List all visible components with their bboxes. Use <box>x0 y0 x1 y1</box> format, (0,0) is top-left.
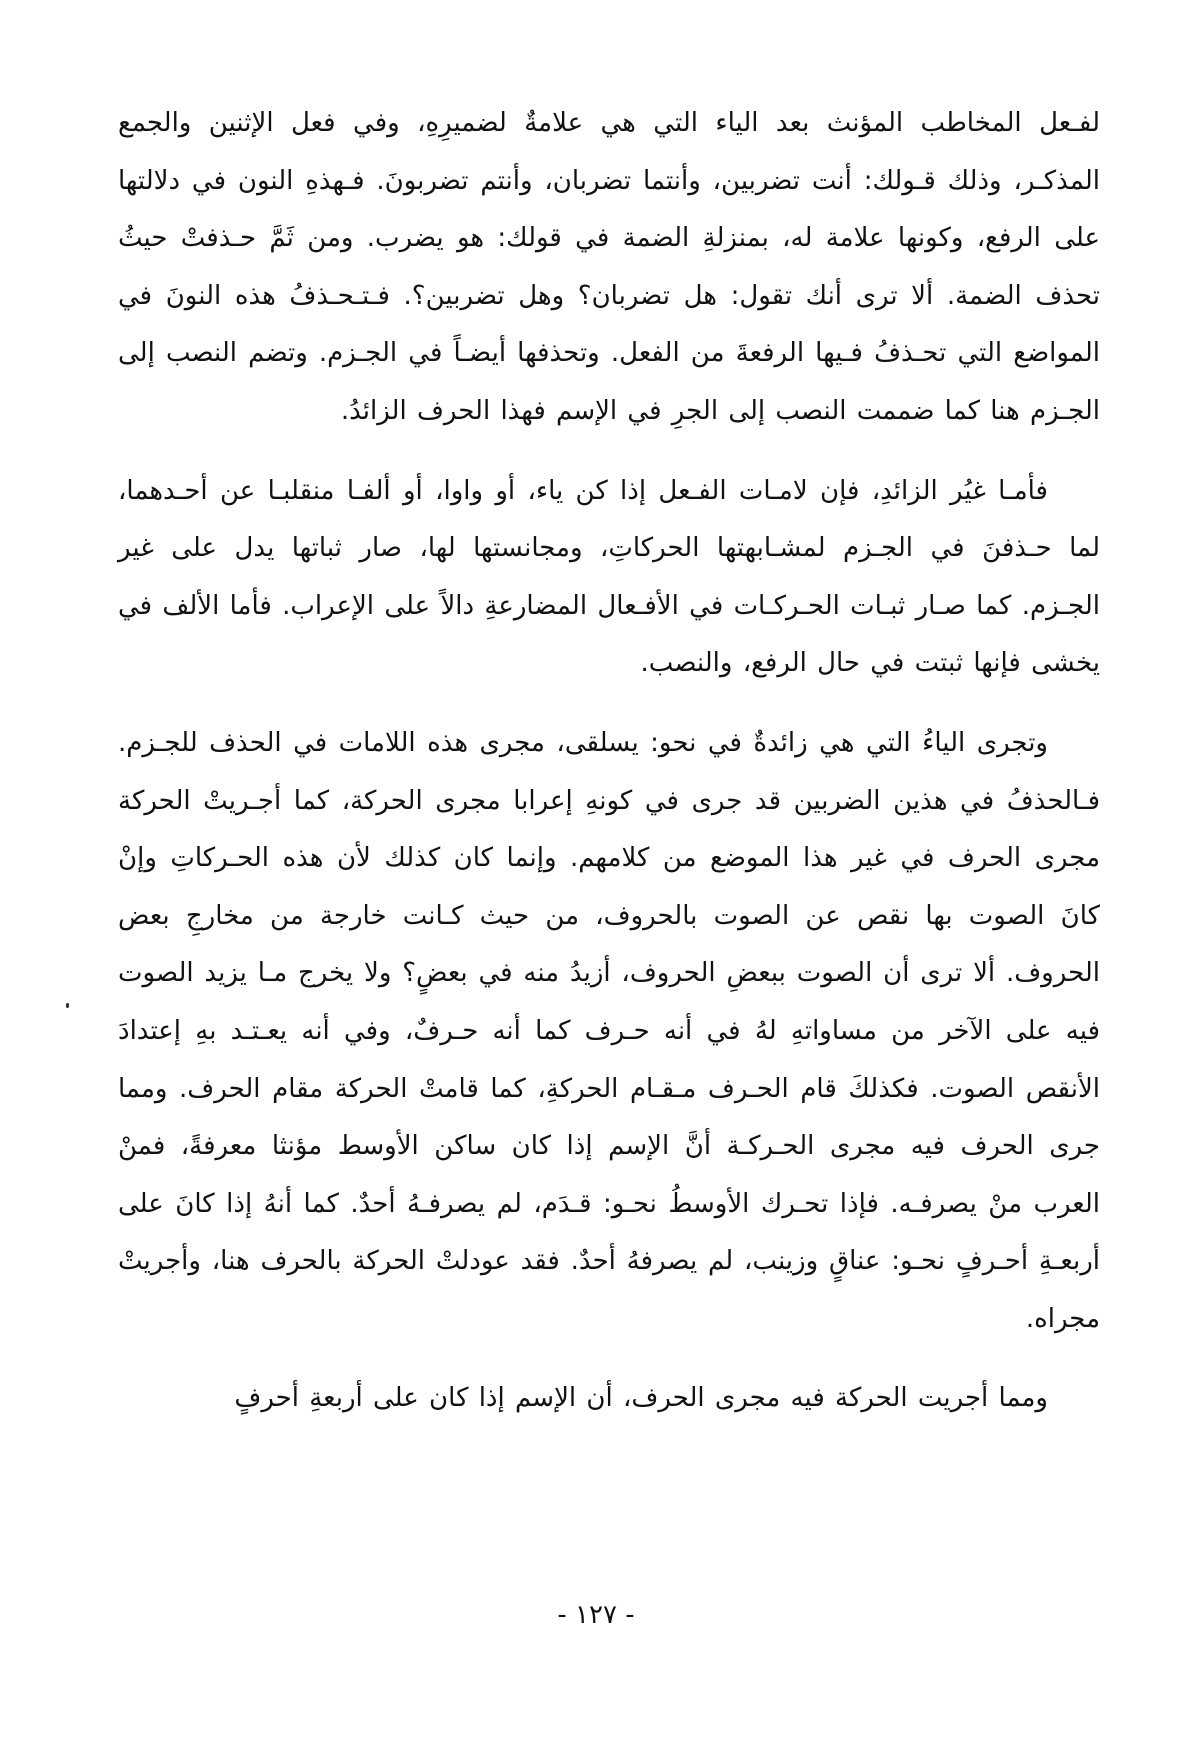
paragraph-1: لفـعل المخاطب المؤنث بعد الياء التي هي علامةٌ لضميرِهِ، وفي فعل الإثنين والجمع المذكـر، وذلك قـولك: أنت تضربين، وأنتما تضربان، وأنتم تضربونَ. فـهذهِ النون في دلالتها على الرفع، وكونها علامة له، بمنزلةِ الضمة في قولك: هو يضرب. ومن ثَمَّ حـذفتْ حيثُ تحذف الضمة. ألا ترى أنك تقول: هل تضربان؟ وهل تضربين؟. فـتـحـذفُ هذه النونَ في المواضع التي تحـذفُ فـيها الرفعةَ من الفعل. وتحذفها أيضـاً في الجـزم. وتضم النصب إلى الجـزم هنا كما ضممت النصب إلى الجرِ في الإسم فهذا الحرف الزائدُ. <box>118 108 1100 426</box>
page-number: - ١٢٧ - <box>557 1600 635 1630</box>
scan-speck <box>66 1003 69 1008</box>
paragraph-3: وتجرى الياءُ التي هي زائدةٌ في نحو: يسلقى، مجرى هذه اللامات في الحذف للجـزم. فـالحذفُ في هذين الضربين قد جرى في كونهِ إعرابا مجرى الحركة، كما أجـريتْ الحركة مجرى الحرف في غير هذا الموضع من كلامهم. وإنما كان كذلك لأن هذه الحـركاتِ وإنْ كانَ الصوت بها نقص عن الصوت بالحروف، من حيث كـانت خارجة من مخارجِ بعض الحروف. ألا ترى أن الصوت ببعضِ الحروف، أزيدُ منه في بعضٍ؟ ولا يخرج مـا يزيد الصوت فيه على الآخر من مساواتهِ لهُ في أنه حـرف كما أنه حـرفٌ، وفي أنه يعـتـد بهِ إعتدادَ الأنقص الصوت. فكذلكَ قام الحـرف مـقـام الحركةِ، كما قامتْ الحركة مقام الحرف. ومما جرى الحرف فيه مجرى الحـركـة أنَّ الإسم إذا كان ساكن الأوسط مؤنثا معرفةً، فمنْ العرب منْ يصرفـه. فإذا تحـرك الأوسطُ نحـو: قـدَم، لم يصرفـهُ أحدٌ. كما أنهُ إذا كانَ على أربعـةِ أحـرفٍ نحـو: عناقٍ وزينب، لم يصرفهُ أحدٌ. فقد عودلتْ الحركة بالحرف هنا، وأجريتْ مجراه. <box>118 727 1100 1334</box>
paragraph-2: فأمـا غيُر الزائدِ، فإن لامـات الفـعل إذا كن ياء، أو واوا، أو ألفـا منقلبـا عن أحـدهما، لما حـذفنَ في الجـزم لمشـابهتها الحركاتِ، ومجانستها لها، صار ثباتها يدل على غير الجـزم. كما صـار ثبـات الحـركـات في الأفـعال المضارعةِ دالاً على الإعراب. فأما الألف في يخشى فإنها ثبتت في حال الرفع، والنصب. <box>118 475 1100 679</box>
paragraph-4: ومما أجريت الحركة فيه مجرى الحرف، أن الإسم إذا كان على أربعةِ أحرفٍ <box>234 1383 1048 1414</box>
body-text <box>118 95 1100 1450</box>
